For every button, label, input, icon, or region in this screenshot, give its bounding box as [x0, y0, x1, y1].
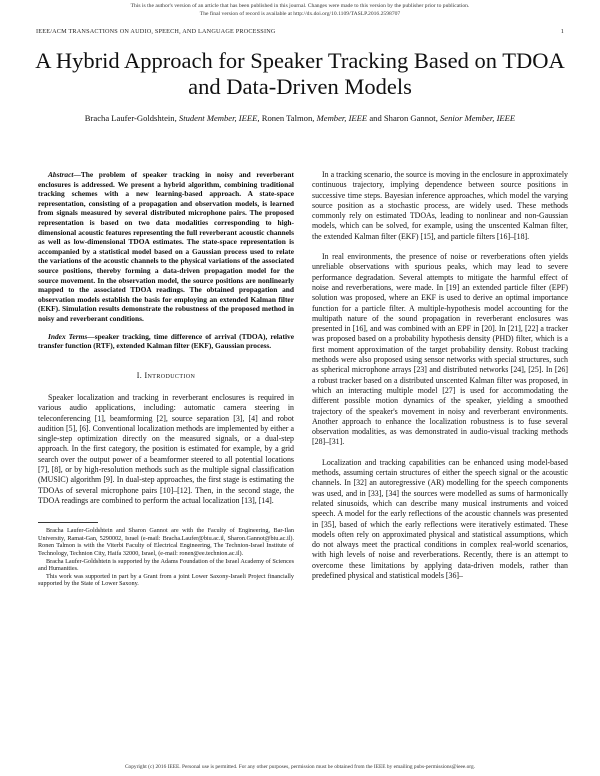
- intro-paragraph-1: Speaker localization and tracking in reverberant enclosures is required in various audio applications, including: automatic camera steering in teleconferencing [1], beamforming [2], source separation [3], [4] and robot audition [5], [6]. Conventional localization methods are implemented by either a single-step optimization directly on the measured signals, or a dual-step approach. In the first category, the position is estimated for example, by a grid search over the output power of a beamformer steered to all potential locations [7], [8], or by high-resolution methods such as the multiple signal classification (MUSIC) algorithm [9]. In dual-step approaches, the first stage is estimating the TDOAs of several microphone pairs [10]–[12]. Then, in the second stage, the TDOA readings are combined to perform the actual localization [13], [14].: [38, 392, 294, 505]
- footnote-grant: This work was supported in part by a Grant from a joint Lower Saxony-Israeli Project financially supported by the State of Lower Saxony.: [38, 572, 294, 588]
- page-number: 1: [560, 28, 564, 35]
- journal-name: IEEE/ACM TRANSACTIONS ON AUDIO, SPEECH, AND LANGUAGE PROCESSING: [36, 28, 276, 35]
- publisher-notice-line1: This is the author's version of an article that has been published in this journal. Changes were made to this version by the publisher prior to publication.: [130, 3, 470, 9]
- right-column: [312, 170, 568, 581]
- abstract-lead: Abstract: [48, 170, 74, 179]
- abstract: [38, 170, 294, 324]
- author-3-role: Senior Member, IEEE: [440, 113, 516, 123]
- paper-title: A Hybrid Approach for Speaker Tracking Based on TDOA and Data-Driven Models: [35, 48, 565, 99]
- author-list: [70, 112, 530, 124]
- intro-paragraph-4: Localization and tracking capabilities can be enhanced using model-based methods, assuming certain structures of either the speech signal or the acoustic channels. In [32] an autoregressive (AR) modelling for the speech components was used, and in [33], [34] the sources were modelled as sums of harmonically related sinusoids, which can describe many musical instruments and voiced speech. A model for the early reflections of the acoustic channels was presented in [35], based of which the early reflections were iteratively estimated. These models often rely on approximated physical and statistical assumptions, which do not always meet the practical conditions in complex real-world scenarios, with high levels of noise and reverberations. Recently, there is an attempt to overcome these limitations by applying data-driven models, rather than predefined physical and statistical models [36]–: [312, 457, 568, 580]
- intro-paragraph-2: In a tracking scenario, the source is moving in the enclosure in approximately continuous trajectory, implying dependence between source positions in successive time steps. Bayesian inference approaches, which model the varying source position as a stochastic process, are widely used. These methods commonly rely on estimated TDOAs, leading to nonlinear and non-Gaussian models, which can be solved, for example, using the unscented Kalman filter, the extended Kalman filter (EKF) [15], and particle filters [16]–[18].: [312, 170, 568, 241]
- author-1-role: Student Member, IEEE,: [178, 113, 260, 123]
- copyright-notice: Copyright (c) 2016 IEEE. Personal use is permitted. For any other purposes, permission must be obtained from the IEEE by emailing pubs-permissions@ieee.org.: [124, 764, 476, 770]
- left-column: [38, 170, 294, 588]
- author-2: Ronen Talmon,: [261, 113, 315, 123]
- author-2-role: Member, IEEE: [316, 113, 368, 123]
- author-3: and Sharon Gannot,: [369, 113, 438, 123]
- footnote-rule: [38, 522, 98, 523]
- abstract-text: —The problem of speaker tracking in noisy and reverberant enclosures is addressed. We present a hybrid algorithm, combining traditional tracking schemes with a new learning-based approach. A state-space representation, consisting of a propagation and observation models, is learned from signals measured by several distributed microphone pairs. The proposed representation is based on two data modalities corresponding to high-dimensional acoustic features representing the full reverberant acoustic channels as well as low-dimensional TDOA estimates. The state-space representation is accompanied by a statistical model based on a Gaussian process used to relate the variations of the acoustic channels to the physical variations of the associated source positions, thereby forming a data-driven propagation model for the source movement. In the observation model, the source positions are nonlinearly mapped to the associated TDOA readings. The obtained propagation and observation models establish the basis for employing an extended Kalman filter (EKF). Simulation results demonstrate the robustness of the proposed method in noisy and reverberant conditions.: [38, 170, 294, 323]
- footnote-support: Bracha Laufer-Goldshtein is supported by the Adams Foundation of the Israel Academy of Sciences and Humanities.: [38, 557, 294, 573]
- index-terms: [38, 332, 294, 351]
- author-1: Bracha Laufer-Goldshtein,: [84, 113, 177, 123]
- intro-paragraph-3: In real environments, the presence of noise or reverberations often yields unreliable observations with spurious peaks, which may lead to severe performance degradation. Several attempts to mitigate the harmful effect of noise and reverberations, were made. In [19] an extended particle filter (EPF) solution was proposed, where an EKF is used to derive an optimal importance function for a particle filter. A multiple-hypothesis model accounting for the multipath nature of the sound propagation in reverberant enclosures was presented in [16], and was combined with an EPF in [20]. In [21], [22] a tracker was proposed based on a probability hypothesis density (PHD) filter, which is a first moment approximation of the target probability density. Robust tracking methods were also proposed using sensor networks with special structures, such as spherical microphone arrays [23] and distributed networks [24], [25]. In [26] a robust tracker based on a distributed unscented Kalman filter was proposed, in which an interacting multiple model [27] is used for accommodating the different possible motion dynamics of the speaker, yielding a smoothed trajectory of the speaker's movement in noisy and reverberant environments. Another approach to enhance the localization robustness is to fuse several observation modalities, as was demonstrated in audio-visual tracking methods [28]–[31].: [312, 252, 568, 447]
- publisher-notice-line2: The final version of record is available at http://dx.doi.org/10.1109/TASLP.2016.2598707: [199, 11, 401, 17]
- index-terms-lead: Index Terms: [48, 331, 88, 341]
- running-head: [36, 28, 564, 35]
- section-heading-introduction: I. Introduction: [136, 370, 196, 380]
- footnote-affiliations: Bracha Laufer-Goldshtein and Sharon Gannot are with the Faculty of Engineering, Bar-Ilan University, Ramat-Gan, 5290002, Israel (e-mail: Bracha.Laufer@biu.ac.il, Sharon.Gannot@biu.ac.il). Ronen Talmon is with the Viterbi Faculty of Electrical Engineering, The Technion-Israel Institute of Technology, Technion City, Haifa 32000, Israel, (e-mail: ronen@ee.technion.ac.il).: [38, 527, 294, 558]
- index-terms-text: —speaker tracking, time difference of arrival (TDOA), relative transfer function (RTF), extended Kalman filter (EKF), Gaussian process.: [38, 331, 294, 351]
